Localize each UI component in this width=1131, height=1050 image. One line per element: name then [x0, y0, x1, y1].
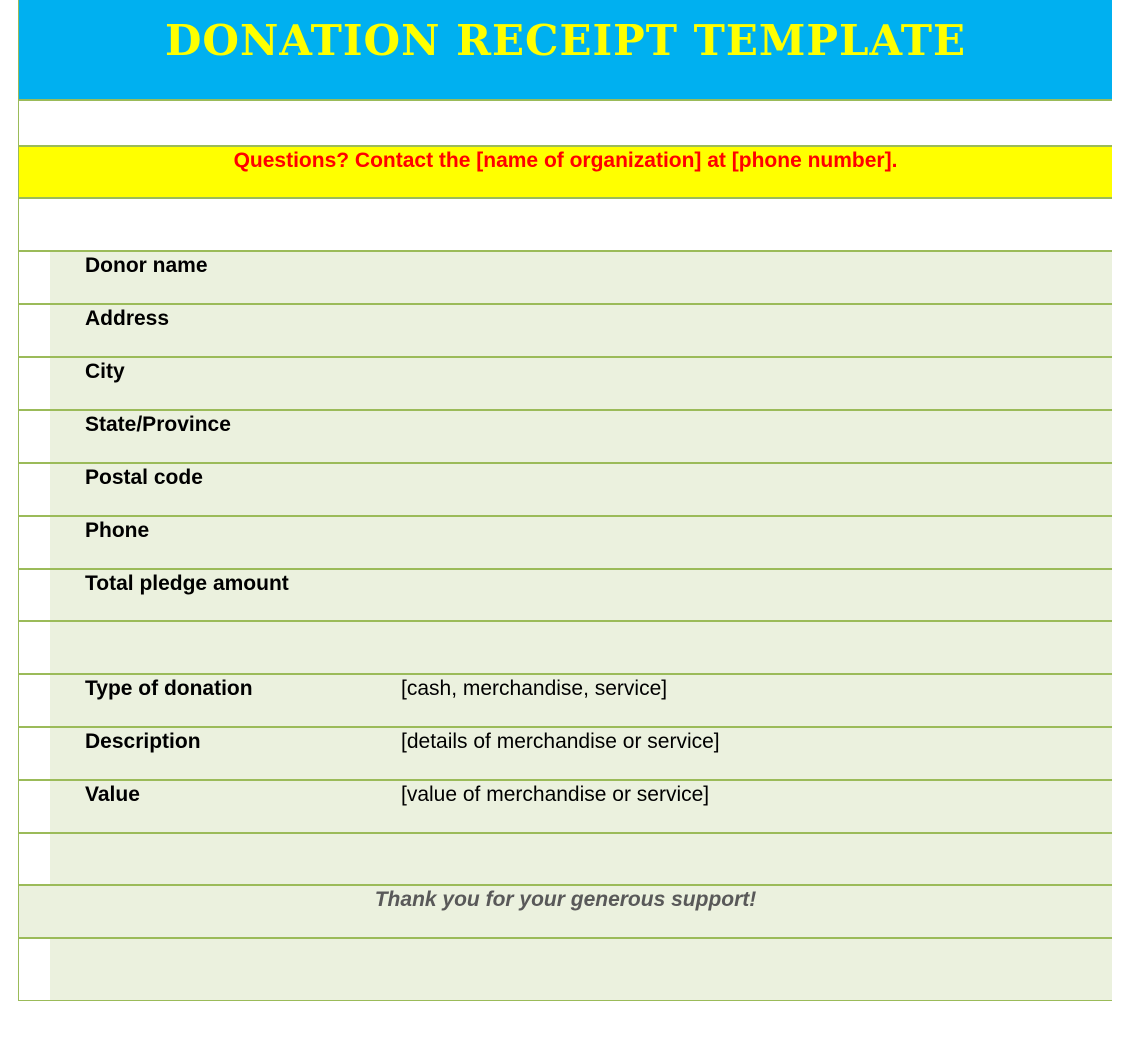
- field-row-donor-name: [19, 252, 1112, 305]
- field-row-type-of-donation: [19, 675, 1112, 728]
- field-row-phone: [19, 517, 1112, 570]
- field-row-address: [19, 305, 1112, 358]
- field-label: Value: [85, 783, 140, 806]
- thanks-row: [19, 886, 1112, 939]
- field-value: [value of merchandise or service]: [401, 783, 710, 806]
- field-label: Phone: [85, 519, 150, 542]
- contact-line: Questions? Contact the [name of organization] at [phone number].: [233, 149, 898, 172]
- field-label: Description: [85, 730, 201, 753]
- field-value: [cash, merchandise, service]: [401, 677, 668, 700]
- page-title: DONATION RECEIPT TEMPLATE: [164, 16, 967, 65]
- spacer-row: [19, 199, 1112, 252]
- field-label: State/Province: [85, 413, 231, 436]
- field-label: Address: [85, 307, 170, 330]
- field-row-value: [19, 781, 1112, 834]
- field-row-state: [19, 411, 1112, 464]
- blank-row: [19, 939, 1112, 1000]
- field-label: Type of donation: [85, 677, 253, 700]
- field-label: City: [85, 360, 125, 383]
- thanks-line: Thank you for your generous support!: [374, 888, 757, 911]
- blank-row: [19, 622, 1112, 675]
- field-label: Postal code: [85, 466, 203, 489]
- spacer-row: [19, 101, 1112, 147]
- field-value: [details of merchandise or service]: [401, 730, 720, 753]
- field-row-description: [19, 728, 1112, 781]
- title-banner: [19, 0, 1112, 101]
- field-row-total-pledge: [19, 570, 1112, 622]
- field-row-postal-code: [19, 464, 1112, 517]
- field-row-city: [19, 358, 1112, 411]
- receipt-sheet: [18, 0, 1112, 1001]
- field-label: Total pledge amount: [85, 572, 289, 595]
- field-label: Donor name: [85, 254, 208, 277]
- blank-row: [19, 834, 1112, 886]
- contact-banner: [19, 147, 1112, 199]
